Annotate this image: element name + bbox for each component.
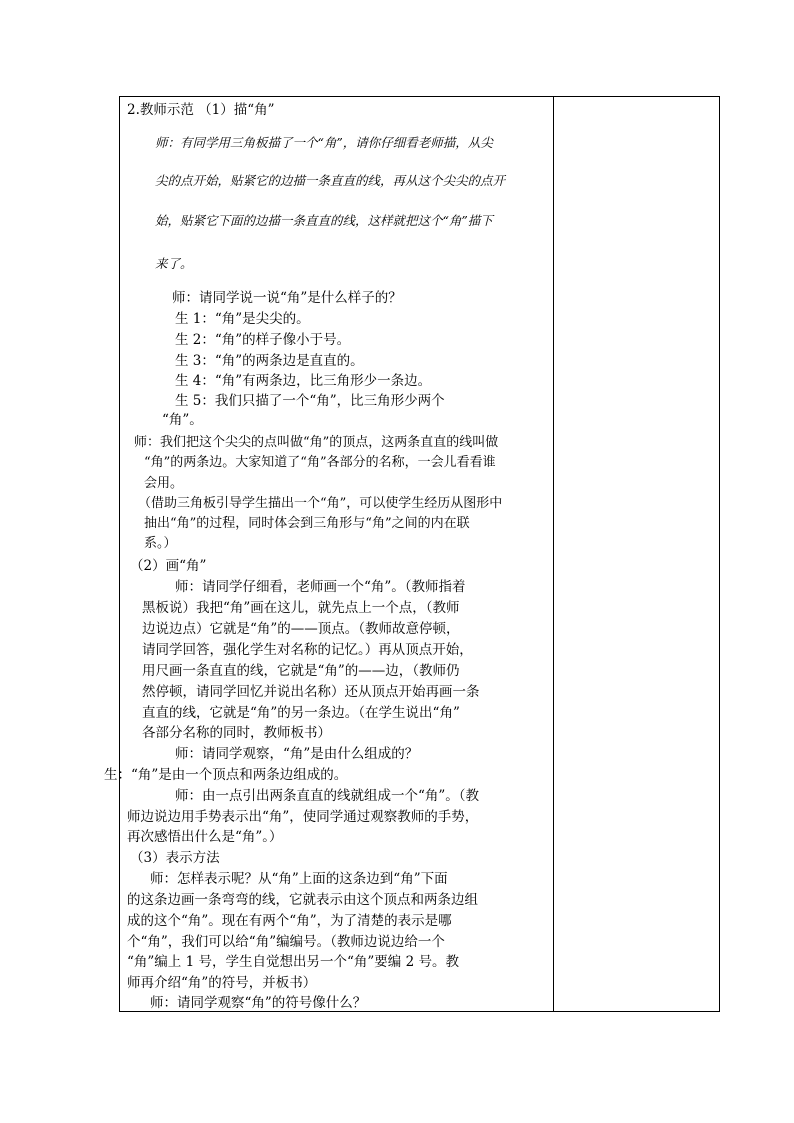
text-line: 生 1：“角”是尖尖的。 xyxy=(175,311,310,327)
text-line: （借助三角板引导学生描出一个“角”，可以使学生经历从图形中 xyxy=(138,496,503,511)
notes-column xyxy=(554,97,719,1011)
text-line: 直直的线，它就是“角”的另一条边。（在学生说出“角” xyxy=(142,705,460,721)
text-line: 师：由一点引出两条直直的线就组成一个“角”。（教 xyxy=(175,788,480,804)
text-line: 会用。 xyxy=(144,476,184,491)
text-line: 然停顿，请同学回忆并说出名称）还从顶点开始再画一条 xyxy=(142,684,480,700)
text-line: 再次感悟出什么是“角”。） xyxy=(127,829,283,845)
text-line: 尖的点开始，贴紧它的边描一条直直的线，再从这个尖尖的点开 xyxy=(155,173,506,188)
text-line: 师：请同学观察，“角”是由什么组成的？ xyxy=(175,746,419,762)
text-line: 生 4：“角”有两条边，比三角形少一条边。 xyxy=(175,373,432,389)
text-line: 生 3：“角”的两条边是直直的。 xyxy=(175,353,364,369)
text-line: 的这条边画一条弯弯的线，它就表示由这个顶点和两条边组 xyxy=(127,892,478,908)
text-line: “角”的两条边。大家知道了“角”各部分的名称，一会儿看看谁 xyxy=(144,455,496,470)
text-line: 师：有同学用三角板描了一个“角”，请你仔细看老师描，从尖 xyxy=(155,135,493,150)
text-line: 师边说边用手势表示出“角”，使同学通过观察教师的手势， xyxy=(127,809,479,825)
text-line: 来了。 xyxy=(155,256,193,271)
text-line: 黑板说）我把“角”画在这儿，就先点上一个点，（教师 xyxy=(142,600,460,616)
text-line: “角”编上 1 号，学生自觉想出另一个“角”要编 2 号。教 xyxy=(127,954,459,970)
text-line: 个“角”，我们可以给“角”编编号。（教师边说边给一个 xyxy=(127,934,445,950)
text-line: 师：怎样表示呢？从“角”上面的这条边到“角”下面 xyxy=(150,871,448,887)
text-line: 成的这个“角”。现在有两个“角”，为了清楚的表示是哪 xyxy=(127,913,452,929)
text-line: 师：我们把这个尖尖的点叫做“角”的顶点，这两条直直的线叫做 xyxy=(134,435,499,450)
text-line: 生 2：“角”的样子像小于号。 xyxy=(175,332,351,348)
text-line: 边说边点）它就是“角”的——顶点。（教师故意停顿， xyxy=(142,621,460,637)
text-line: 系。） xyxy=(144,536,177,551)
lesson-table xyxy=(104,96,720,1012)
text-line: 师：请同学仔细看，老师画一个“角”。（教师指着 xyxy=(175,579,466,595)
text-line: “角”。 xyxy=(162,412,203,428)
text-line: 师再介绍“角”的符号，并板书） xyxy=(127,975,317,991)
text-line: 师：请同学观察“角”的符号像什么？ xyxy=(150,995,367,1011)
text-line: 师：请同学说一说“角”是什么样子的？ xyxy=(172,290,402,306)
text-line: 用尺画一条直直的线，它就是“角”的——边，（教师仍 xyxy=(142,663,460,679)
text-line: 请同学回答，强化学生对名称的记忆。）再从顶点开始， xyxy=(142,642,473,658)
text-line: 各部分名称的同时，教师板书） xyxy=(142,725,331,741)
text-line: 始，贴紧它下面的边描一条直直的线，这样就把这个“角”描下 xyxy=(155,213,493,228)
text-line: 抽出“角”的过程，同时体会到三角形与“角”之间的内在联 xyxy=(144,516,470,531)
subheading: （2）画“角” xyxy=(130,558,207,574)
text-line: 生 5：我们只描了一个“角”，比三角形少两个 xyxy=(175,393,445,409)
subheading: （3）表示方法 xyxy=(130,850,220,866)
section-heading: 2.教师示范 （1）描“角” xyxy=(127,102,275,118)
text-line: 生：“角”是由一个顶点和两条边组成的。 xyxy=(104,767,348,783)
